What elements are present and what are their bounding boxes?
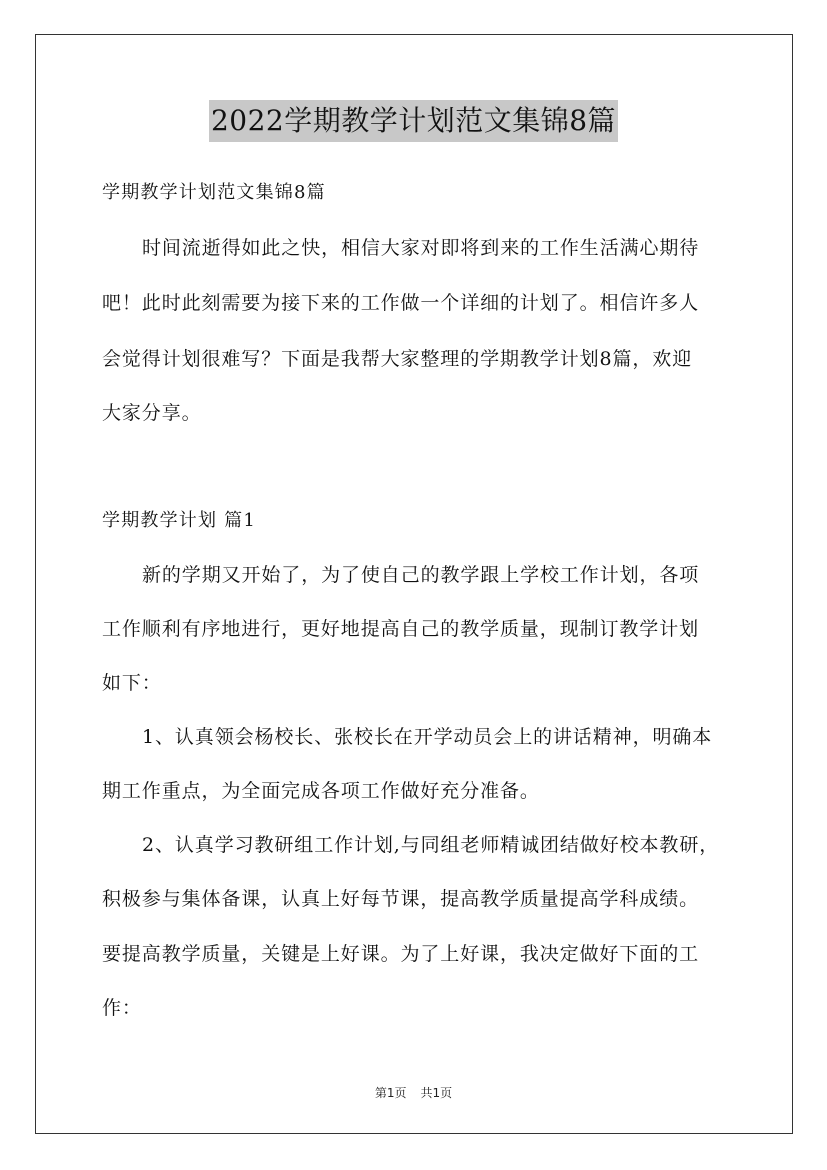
paragraph-line: 要提高教学质量，关键是上好课。为了上好课，我决定做好下面的工 <box>102 943 700 965</box>
paragraph-line: 新的学期又开始了，为了使自己的教学跟上学校工作计划，各项 <box>142 564 700 586</box>
paragraph-line: 2、认真学习教研组工作计划,与同组老师精诚团结做好校本教研， <box>142 834 720 856</box>
paragraph-line: 工作顺利有序地进行，更好地提高自己的教学质量，现制订教学计划 <box>102 618 700 640</box>
page-total: 共1页 <box>420 1086 453 1100</box>
section-heading: 学期教学计划 篇1 <box>102 510 256 531</box>
paragraph-line: 如下： <box>102 672 162 694</box>
paragraph-line: 1、认真领会杨校长、张校长在开学动员会上的讲话精神，明确本 <box>142 726 713 748</box>
document-subtitle: 学期教学计划范文集锦8篇 <box>102 182 326 203</box>
page-footer <box>0 1084 827 1101</box>
page-number: 第1页 <box>374 1086 407 1100</box>
paragraph-line: 吧！此时此刻需要为接下来的工作做一个详细的计划了。相信许多人 <box>102 292 700 314</box>
paragraph-line: 积极参与集体备课，认真上好每节课，提高教学质量提高学科成绩。 <box>102 888 700 910</box>
paragraph-line: 会觉得计划很难写？下面是我帮大家整理的学期教学计划8篇，欢迎 <box>102 348 693 370</box>
title-container <box>0 100 827 142</box>
paragraph-line: 期工作重点，为全面完成各项工作做好充分准备。 <box>102 780 540 802</box>
paragraph-line: 作： <box>102 997 142 1019</box>
paragraph-line: 时间流逝得如此之快，相信大家对即将到来的工作生活满心期待 <box>142 237 700 259</box>
document-title: 2022学期教学计划范文集锦8篇 <box>209 100 618 142</box>
paragraph-line: 大家分享。 <box>102 402 202 424</box>
